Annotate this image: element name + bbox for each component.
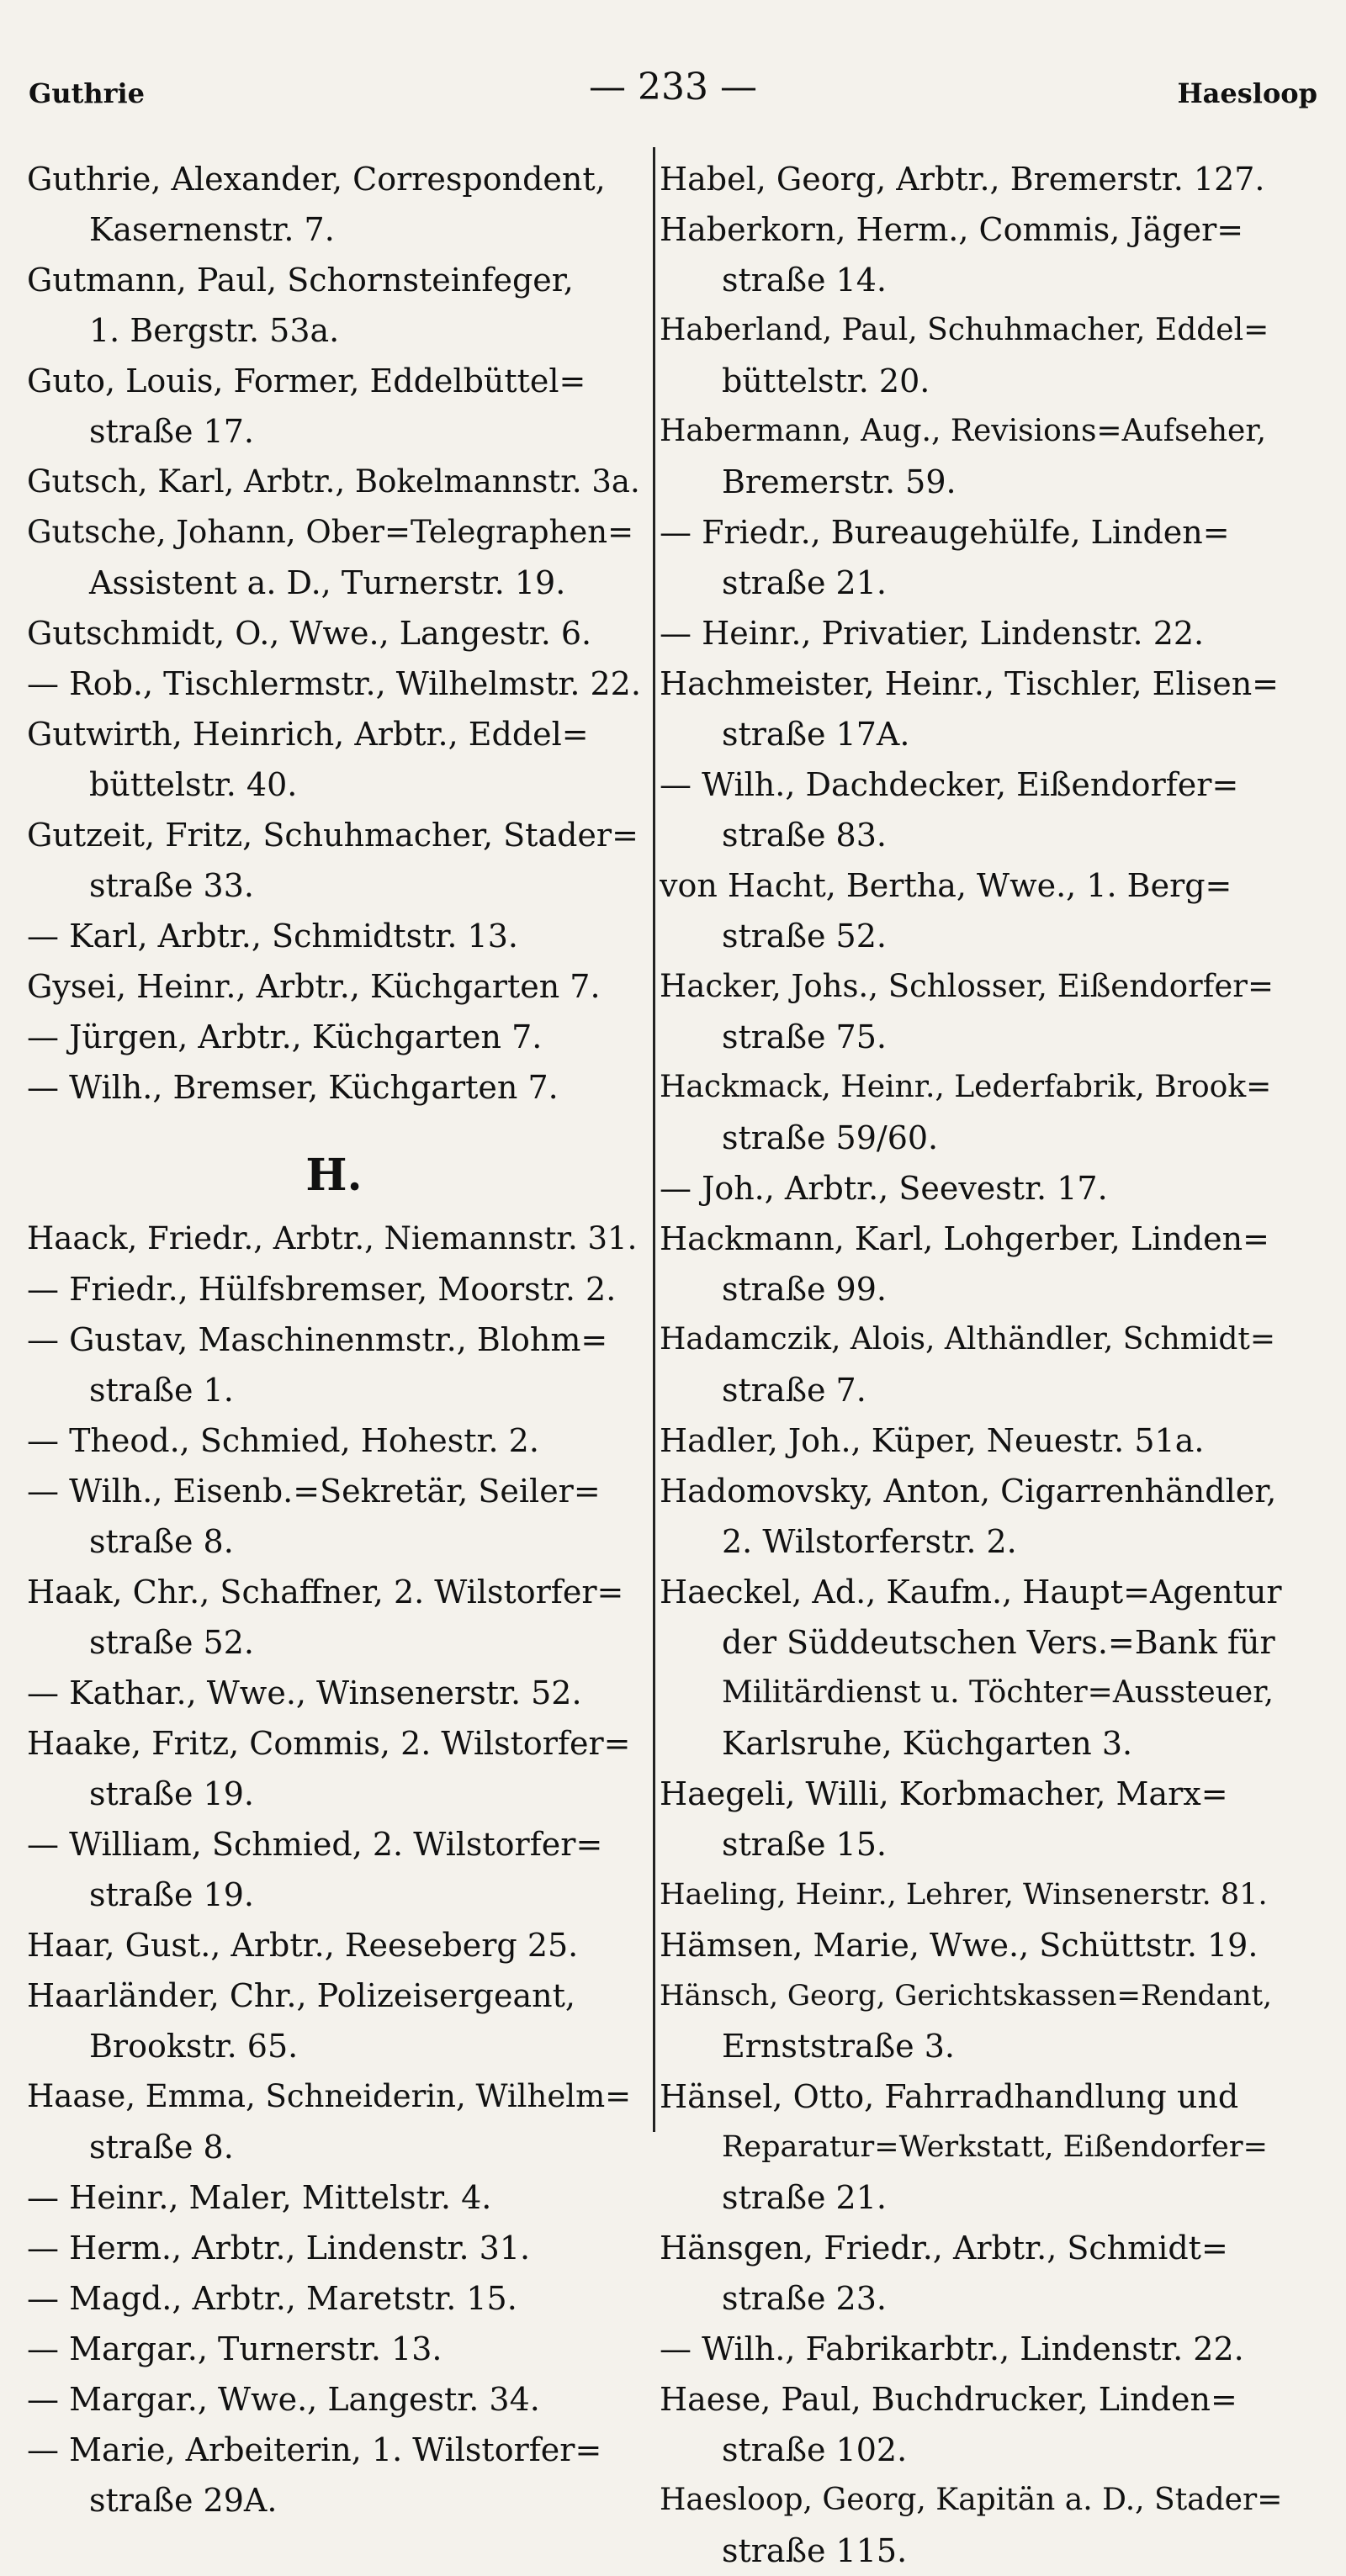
entry-continuation-line: straße 17A.	[722, 716, 910, 753]
entry-first-line: Haake, Fritz, Commis, 2. Wilstorfer=	[27, 1725, 631, 1762]
directory-entry	[27, 608, 641, 659]
directory-entry	[660, 1769, 1282, 1870]
directory-entry	[27, 1466, 641, 1567]
directory-entry	[27, 2374, 641, 2425]
directory-entry	[660, 1314, 1282, 1415]
directory-entry	[660, 1970, 1282, 2071]
entry-first-line: — Margar., Turnerstr. 13.	[27, 2330, 442, 2367]
entry-first-line: — Gustav, Maschinenmstr., Blohm=	[27, 1321, 608, 1358]
entry-first-line: — Wilh., Dachdecker, Eißendorfer=	[660, 766, 1239, 803]
entry-continuation-line: straße 7.	[722, 1372, 866, 1409]
entry-first-line: — Jürgen, Arbtr., Küchgarten 7.	[27, 1018, 543, 1055]
entry-first-line: Guto, Louis, Former, Eddelbüttel=	[27, 362, 586, 399]
entry-first-line: — Wilh., Fabrikarbtr., Lindenstr. 22.	[660, 2330, 1244, 2367]
entry-continuation-line: straße 102.	[722, 2431, 908, 2468]
directory-entry	[660, 1163, 1282, 1214]
directory-entry	[660, 154, 1282, 204]
directory-entry	[27, 1012, 641, 1062]
directory-entry	[27, 1062, 641, 1113]
entry-continuation-line: straße 59/60.	[722, 1119, 939, 1156]
section-letter-heading: H.	[305, 1150, 363, 1201]
entry-first-line: — Heinr., Maler, Mittelstr. 4.	[27, 2179, 492, 2216]
entry-first-line: Habermann, Aug., Revisions=Aufseher,	[660, 414, 1267, 448]
left-column	[27, 154, 641, 2526]
header-right-guide-word: Haesloop	[1177, 77, 1317, 109]
directory-entry	[660, 1415, 1282, 1466]
entry-first-line: — Theod., Schmied, Hohestr. 2.	[27, 1422, 539, 1459]
entry-first-line: — William, Schmied, 2. Wilstorfer=	[27, 1826, 603, 1863]
entry-first-line: Haegeli, Willi, Korbmacher, Marx=	[660, 1775, 1228, 1812]
entry-first-line: Gysei, Heinr., Arbtr., Küchgarten 7.	[27, 968, 601, 1005]
directory-entry	[660, 1920, 1282, 1970]
entry-continuation-line: Militärdienst u. Töchter=Aussteuer,	[722, 1675, 1274, 1710]
directory-entry	[660, 406, 1282, 507]
entry-continuation-line: straße 21.	[722, 2179, 887, 2216]
entry-continuation-line: straße 15.	[722, 1826, 887, 1863]
directory-entry	[27, 1920, 641, 1970]
directory-entry	[660, 204, 1282, 305]
entry-first-line: — Friedr., Bureaugehülfe, Linden=	[660, 514, 1230, 551]
entry-first-line: von Hacht, Bertha, Wwe., 1. Berg=	[660, 867, 1232, 904]
directory-entry	[660, 305, 1282, 406]
entry-first-line: Hämsen, Marie, Wwe., Schüttstr. 19.	[660, 1927, 1259, 1964]
entry-continuation-line: straße 52.	[722, 918, 887, 955]
directory-entry	[27, 709, 641, 810]
entry-continuation-line: straße 115.	[722, 2532, 908, 2569]
entry-first-line: Habel, Georg, Arbtr., Bremerstr. 127.	[660, 161, 1265, 198]
entry-first-line: Haarländer, Chr., Polizeisergeant,	[27, 1977, 575, 2014]
directory-entry	[27, 255, 641, 356]
entry-continuation-line: Reparatur=Werkstatt, Eißendorfer=	[722, 2130, 1268, 2164]
directory-entry	[660, 2475, 1282, 2576]
entry-first-line: Hänsgen, Friedr., Arbtr., Schmidt=	[660, 2230, 1228, 2267]
directory-entry	[27, 1415, 641, 1466]
entry-first-line: Haberland, Paul, Schuhmacher, Eddel=	[660, 313, 1269, 347]
page-header	[29, 66, 1317, 116]
entry-first-line: Haese, Paul, Buchdrucker, Linden=	[660, 2381, 1237, 2418]
entry-first-line: Guthrie, Alexander, Correspondent,	[27, 161, 606, 198]
entry-first-line: Hadamczik, Alois, Althändler, Schmidt=	[660, 1322, 1276, 1357]
directory-entry	[27, 154, 641, 255]
directory-entry	[660, 759, 1282, 860]
entry-first-line: Hachmeister, Heinr., Tischler, Elisen=	[660, 665, 1280, 702]
header-left-guide-word: Guthrie	[29, 77, 146, 109]
entry-first-line: Hadomovsky, Anton, Cigarrenhändler,	[660, 1473, 1277, 1510]
entry-first-line: Haberkorn, Herm., Commis, Jäger=	[660, 211, 1244, 248]
entry-first-line: Hacker, Johs., Schlosser, Eißendorfer=	[660, 968, 1274, 1004]
entry-first-line: Hänsel, Otto, Fahrradhandlung und	[660, 2078, 1239, 2115]
entry-first-line: — Margar., Wwe., Langestr. 34.	[27, 2381, 540, 2418]
entry-continuation-line: straße 17.	[89, 413, 254, 450]
directory-entry	[660, 2223, 1282, 2324]
directory-entry	[660, 507, 1282, 608]
column-divider	[653, 147, 655, 2132]
entry-first-line: — Friedr., Hülfsbremser, Moorstr. 2.	[27, 1271, 617, 1308]
entry-first-line: Hackmann, Karl, Lohgerber, Linden=	[660, 1220, 1269, 1257]
directory-entry	[27, 507, 641, 608]
entry-continuation-line: straße 1.	[89, 1372, 234, 1409]
entry-continuation-line: büttelstr. 20.	[722, 362, 930, 399]
entry-first-line: — Wilh., Eisenb.=Sekretär, Seiler=	[27, 1473, 601, 1510]
directory-entry	[27, 2425, 641, 2526]
directory-entry	[27, 911, 641, 961]
entry-first-line: — Marie, Arbeiterin, 1. Wilstorfer=	[27, 2431, 602, 2468]
entry-first-line: — Magd., Arbtr., Maretstr. 15.	[27, 2280, 517, 2317]
entry-first-line: — Herm., Arbtr., Lindenstr. 31.	[27, 2230, 531, 2267]
entry-first-line: Haeckel, Ad., Kaufm., Haupt=Agentur	[660, 1574, 1282, 1611]
entry-continuation-line: straße 19.	[89, 1775, 254, 1812]
directory-entry	[27, 1264, 641, 1314]
entry-first-line: — Joh., Arbtr., Seevestr. 17.	[660, 1170, 1108, 1207]
directory-entry	[27, 2324, 641, 2374]
entry-first-line: Gutzeit, Fritz, Schuhmacher, Stader=	[27, 817, 639, 854]
entry-continuation-line: straße 21.	[722, 564, 887, 601]
entry-first-line: Gutsch, Karl, Arbtr., Bokelmannstr. 3a.	[27, 463, 640, 500]
directory-entry	[27, 1314, 641, 1415]
directory-entry	[660, 2324, 1282, 2374]
entry-continuation-line: Karlsruhe, Küchgarten 3.	[722, 1725, 1133, 1762]
entry-first-line: — Kathar., Wwe., Winsenerstr. 52.	[27, 1674, 582, 1711]
entry-continuation-line: der Süddeutschen Vers.=Bank für	[722, 1624, 1275, 1661]
entry-continuation-line: Ernststraße 3.	[722, 2028, 955, 2065]
entry-first-line: Gutschmidt, O., Wwe., Langestr. 6.	[27, 615, 592, 652]
entry-continuation-line: Assistent a. D., Turnerstr. 19.	[89, 564, 566, 601]
directory-entry	[660, 2374, 1282, 2475]
directory-entry	[660, 2071, 1282, 2223]
entry-continuation-line: straße 29A.	[89, 2482, 278, 2519]
directory-entry	[27, 356, 641, 457]
directory-entry	[27, 1668, 641, 1718]
directory-entry	[27, 1567, 641, 1668]
directory-entry	[660, 961, 1282, 1062]
entry-first-line: — Karl, Arbtr., Schmidtstr. 13.	[27, 918, 518, 955]
directory-entry	[660, 860, 1282, 961]
directory-entry	[660, 1870, 1282, 1920]
right-column	[660, 154, 1282, 2576]
entry-continuation-line: straße 23.	[722, 2280, 887, 2317]
directory-entry	[27, 1970, 641, 2071]
entry-first-line: Hadler, Joh., Küper, Neuestr. 51a.	[660, 1422, 1205, 1459]
entry-continuation-line: straße 99.	[722, 1271, 887, 1308]
directory-entry	[27, 1718, 641, 1819]
entry-first-line: Haack, Friedr., Arbtr., Niemannstr. 31.	[27, 1220, 638, 1256]
directory-entry	[27, 457, 641, 507]
entry-continuation-line: 2. Wilstorferstr. 2.	[722, 1523, 1017, 1560]
entry-first-line: Gutmann, Paul, Schornsteinfeger,	[27, 262, 574, 299]
entry-first-line: Hänsch, Georg, Gerichtskassen=Rendant,	[660, 1979, 1272, 2013]
entry-continuation-line: Brookstr. 65.	[89, 2028, 299, 2065]
directory-entry	[27, 659, 641, 709]
entry-continuation-line: straße 8.	[89, 2129, 234, 2166]
page-number: — 233 —	[589, 66, 757, 108]
directory-entry	[27, 2273, 641, 2324]
directory-entry	[27, 2223, 641, 2273]
entry-continuation-line: straße 19.	[89, 1876, 254, 1913]
entry-first-line: — Rob., Tischlermstr., Wilhelmstr. 22.	[27, 665, 641, 702]
entry-continuation-line: Kasernenstr. 7.	[89, 211, 335, 248]
entry-continuation-line: straße 83.	[722, 817, 887, 854]
directory-entry	[27, 2071, 641, 2172]
entry-first-line: — Wilh., Bremser, Küchgarten 7.	[27, 1069, 559, 1106]
entry-first-line: Gutsche, Johann, Ober=Telegraphen=	[27, 514, 634, 550]
entry-first-line: Haesloop, Georg, Kapitän a. D., Stader=	[660, 2483, 1282, 2517]
entry-first-line: Hackmack, Heinr., Lederfabrik, Brook=	[660, 1070, 1272, 1104]
directory-entry	[27, 810, 641, 911]
entry-first-line: — Heinr., Privatier, Lindenstr. 22.	[660, 615, 1205, 652]
entry-continuation-line: 1. Bergstr. 53a.	[89, 312, 340, 349]
directory-entry	[660, 659, 1282, 759]
entry-continuation-line: straße 14.	[722, 262, 887, 299]
entry-first-line: Haeling, Heinr., Lehrer, Winsenerstr. 81.	[660, 1878, 1268, 1912]
entry-first-line: Haase, Emma, Schneiderin, Wilhelm=	[27, 2078, 632, 2114]
directory-entry	[660, 1062, 1282, 1163]
entry-continuation-line: Bremerstr. 59.	[722, 463, 957, 500]
entry-continuation-line: straße 33.	[89, 867, 254, 904]
directory-entry	[660, 1567, 1282, 1769]
directory-entry	[27, 1214, 641, 1264]
entry-continuation-line: straße 8.	[89, 1523, 234, 1560]
entry-continuation-line: straße 75.	[722, 1018, 887, 1055]
directory-entry	[27, 1819, 641, 1920]
directory-entry	[27, 2172, 641, 2223]
entry-first-line: Gutwirth, Heinrich, Arbtr., Eddel=	[27, 716, 589, 753]
entry-first-line: Haak, Chr., Schaffner, 2. Wilstorfer=	[27, 1574, 624, 1611]
entry-first-line: Haar, Gust., Arbtr., Reeseberg 25.	[27, 1927, 579, 1964]
directory-entry	[660, 608, 1282, 659]
directory-entry	[660, 1214, 1282, 1314]
directory-entry	[27, 961, 641, 1012]
entry-continuation-line: straße 52.	[89, 1624, 254, 1661]
entry-continuation-line: büttelstr. 40.	[89, 766, 298, 803]
directory-entry	[660, 1466, 1282, 1567]
